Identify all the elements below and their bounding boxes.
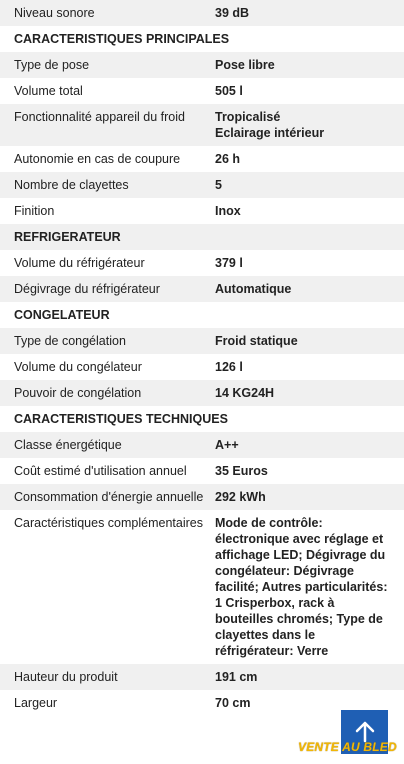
spec-row xyxy=(0,484,404,510)
section-heading: CARACTERISTIQUES PRINCIPALES xyxy=(14,32,230,46)
spec-value: 505 l xyxy=(215,84,243,98)
spec-value: Tropicalisé Eclairage intérieur xyxy=(215,110,325,140)
spec-label: Volume du réfrigérateur xyxy=(14,256,145,270)
spec-label: Volume du congélateur xyxy=(14,360,142,374)
spec-value: 292 kWh xyxy=(215,490,266,504)
spec-row xyxy=(0,664,404,690)
spec-label: Finition xyxy=(14,204,55,218)
spec-value: 14 KG24H xyxy=(215,386,275,400)
spec-value: 39 dB xyxy=(215,6,250,20)
spec-label: Caractéristiques complémentaires xyxy=(14,516,203,530)
spec-value: 379 l xyxy=(215,256,243,270)
spec-row xyxy=(0,104,404,146)
section-heading: REFRIGERATEUR xyxy=(0,224,404,250)
spec-label: Classe énergétique xyxy=(14,438,122,452)
spec-label: Dégivrage du réfrigérateur xyxy=(14,282,160,296)
spec-value: 126 l xyxy=(215,360,243,374)
spec-label: Pouvoir de congélation xyxy=(14,386,142,400)
spec-label: Consommation d'énergie annuelle xyxy=(14,490,204,504)
spec-label: Type de congélation xyxy=(14,334,126,348)
spec-label: Autonomie en cas de coupure xyxy=(14,152,181,166)
spec-label: Volume total xyxy=(14,84,83,98)
spec-row xyxy=(0,52,404,78)
spec-label: Nombre de clayettes xyxy=(14,178,129,192)
spec-row xyxy=(0,354,404,380)
section-heading: CONGELATEUR xyxy=(14,308,110,322)
spec-row xyxy=(0,432,404,458)
spec-value: Mode de contrôle: électronique avec réglage et affichage LED; Dégivrage du congélateur: Dégivrage facilité; Autres particularités: 1 Crisperbox, rack à bouteilles chromés; Type de clayettes dans le réfrigérateur: Verre xyxy=(215,516,388,658)
spec-value: 26 h xyxy=(215,152,241,166)
spec-label: Hauteur du produit xyxy=(14,670,118,684)
spec-value: Inox xyxy=(215,204,241,218)
spec-row xyxy=(0,146,404,172)
spec-label: Coût estimé d'utilisation annuel xyxy=(14,464,187,478)
spec-row xyxy=(0,276,404,302)
spec-value: 191 cm xyxy=(215,670,258,684)
watermark-logo: VENTE AU BLED xyxy=(298,740,397,754)
spec-row xyxy=(0,172,404,198)
spec-label: Type de pose xyxy=(14,58,90,72)
spec-label: Fonctionnalité appareil du froid xyxy=(14,110,185,124)
spec-row xyxy=(0,510,404,664)
spec-row xyxy=(0,198,404,224)
spec-row xyxy=(0,250,404,276)
spec-row xyxy=(0,380,404,406)
spec-label: Niveau sonore xyxy=(14,6,95,20)
spec-value: Automatique xyxy=(215,282,292,296)
spec-value: 35 Euros xyxy=(215,464,268,478)
spec-value: Froid statique xyxy=(215,334,298,348)
spec-value: Pose libre xyxy=(215,58,275,72)
spec-row xyxy=(0,458,404,484)
spec-row xyxy=(0,0,404,26)
spec-label: Largeur xyxy=(14,696,58,710)
spec-value: 5 xyxy=(215,178,222,192)
spec-row xyxy=(0,328,404,354)
spec-value: A++ xyxy=(215,438,239,452)
spec-row xyxy=(0,78,404,104)
spec-value: 70 cm xyxy=(215,696,251,710)
section-heading: CARACTERISTIQUES TECHNIQUES xyxy=(14,412,228,426)
